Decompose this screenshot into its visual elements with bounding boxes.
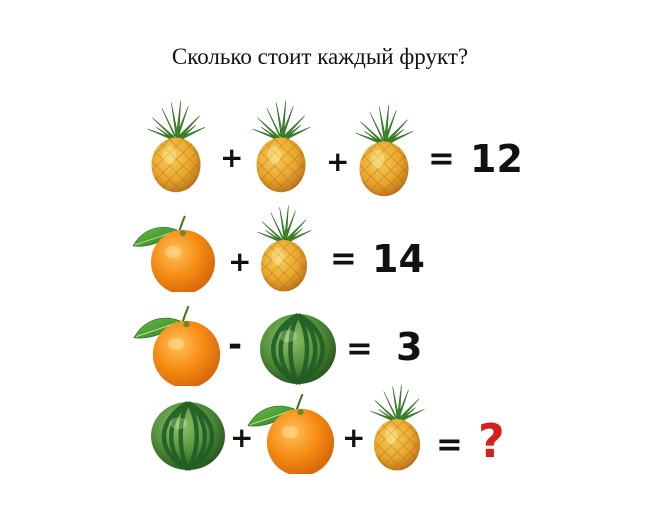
watermelon-icon bbox=[258, 312, 338, 386]
pineapple-icon bbox=[351, 100, 417, 200]
plus-operator: + bbox=[230, 421, 254, 454]
pineapple-icon bbox=[366, 380, 428, 474]
equals-sign: = bbox=[436, 425, 463, 463]
result-value: 12 bbox=[470, 137, 523, 181]
plus-operator: + bbox=[326, 145, 350, 178]
pineapple-icon bbox=[253, 200, 315, 296]
pineapple-icon bbox=[143, 96, 209, 196]
result-value: 14 bbox=[372, 237, 425, 281]
question-mark: ? bbox=[478, 414, 505, 468]
watermelon-icon bbox=[149, 400, 227, 472]
equals-sign: = bbox=[428, 139, 455, 177]
orange-icon bbox=[126, 212, 220, 292]
plus-operator: + bbox=[220, 141, 244, 174]
orange-icon bbox=[126, 302, 226, 386]
equals-sign: = bbox=[330, 239, 357, 277]
result-value: 3 bbox=[396, 325, 423, 369]
orange-icon bbox=[240, 390, 340, 474]
plus-operator: + bbox=[228, 245, 252, 278]
page-title: Сколько стоит каждый фрукт? bbox=[171, 44, 469, 69]
minus-operator: - bbox=[228, 325, 243, 365]
plus-operator: + bbox=[342, 421, 366, 454]
pineapple-icon bbox=[248, 96, 314, 196]
equals-sign: = bbox=[346, 329, 373, 367]
